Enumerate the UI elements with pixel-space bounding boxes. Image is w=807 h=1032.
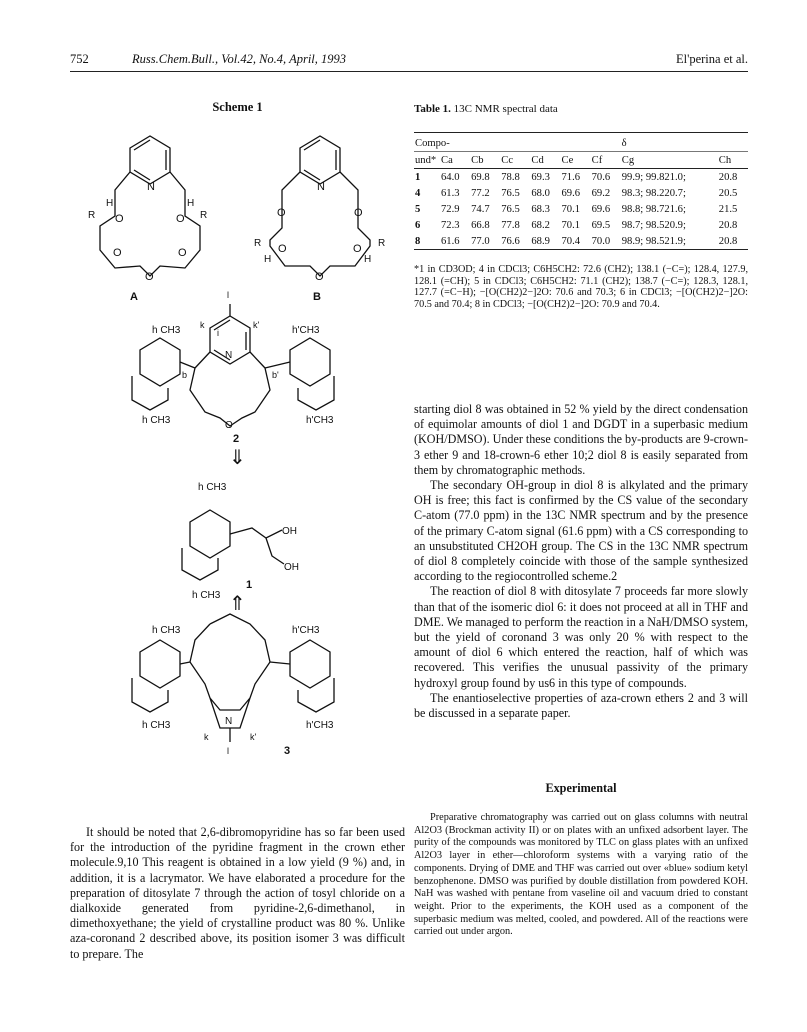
a-r1: R — [88, 210, 96, 221]
c3-kp: k' — [250, 732, 257, 742]
b-h2: H — [364, 254, 372, 265]
col-ca: Ca — [440, 152, 470, 169]
a-n-label: N — [147, 181, 155, 193]
c1-oh2: OH — [284, 562, 299, 573]
compound-1 — [182, 482, 299, 615]
structure-b — [254, 136, 385, 303]
c2-l: l — [227, 290, 229, 300]
label-a: A — [130, 291, 138, 303]
journal-citation: Russ.Chem.Bull., Vol.42, No.4, April, 1993 — [132, 52, 347, 66]
page-number: 752 — [70, 52, 89, 66]
a-h2: H — [187, 198, 195, 209]
nmr-table — [414, 132, 748, 250]
a-o2: O — [176, 213, 185, 225]
c3-hpch3: h'CH3 — [292, 625, 320, 636]
c3-l: l — [227, 746, 229, 756]
scheme-title: Scheme 1 — [212, 100, 263, 114]
paragraph: The enantioselective properties of aza-crown ethers 2 and 3 will be discussed in a separate paper. — [414, 690, 748, 721]
col-ch: Ch — [718, 152, 748, 169]
c2-hch3: h CH3 — [152, 325, 181, 336]
section-heading-experimental: Experimental — [545, 781, 617, 795]
table-header-row-2 — [414, 152, 748, 169]
c2-k: k — [200, 320, 205, 330]
col-und: und* — [414, 152, 440, 169]
table-header-row-1 — [414, 133, 748, 152]
b-n-label: N — [317, 181, 325, 193]
running-header — [70, 52, 748, 70]
c1-hch3: h CH3 — [198, 482, 227, 493]
table-row: 6 72.3 66.8 77.8 68.2 70.1 69.5 98.7; 98.520.9; 20.8 — [415, 219, 738, 231]
compound-3 — [132, 614, 334, 757]
c3-k: k — [204, 732, 209, 742]
b-o5: O — [315, 271, 324, 283]
label-1: 1 — [246, 579, 253, 591]
paragraph: starting diol 8 was obtained in 52 % yield by the direct condensation of equimolar amounts of diol 1 and DGDT in a superbasic medium (KOH/DMSO). Under these conditions the by-products are 9-crown-3 ether 9 and 18-crown-6 ether 10;2 diol 8 is easily separated from them by chromatographic methods. — [414, 402, 748, 477]
c2-kp: k' — [253, 320, 260, 330]
experimental-text: Preparative chromatography was carried out on glass columns with neutral Al2O3 (Brockman activity II) or on plates with an unfixed adsorbent layer. The purity of the compounds was monitored by TLC on glass plates with an unfixed Al2O3 layer in ether—chloroform systems with a varying ratio of the components. Drying of DME and THF was carried out over «blue» sodium ketyl benzophenone. DMSO was purified by double distillation from powdered KOH. NaH was washed with pentane from vaseline oil and vacuum dried to constant weight. Prior to the experiments, the KOH used as a component of the superbasic medium was melted, cooled, and powdered. All of the reactions were carried out under argon. — [414, 812, 748, 938]
col-cd: Cd — [530, 152, 560, 169]
left-column-body: It should be noted that 2,6-dibromopyridine has so far been used for the introduction of the pyridine fragment in the crown ether molecule.9,10 This reagent is obtained in a low yield (9 %) and, in addition, it is a lacrymator. We have elaborated a procedure for the preparation of ditosylate 7 through the action of tosyl chloride on a dialkoxide generated from pyridine-2,6-dimethanol, in dimethoxyethane; the yield of crystalline product was 80 %. Unlike aza-coronand 2 described above, its position isomer 3 was difficult to prepare. The — [70, 825, 405, 961]
col-cg: Cg — [621, 152, 718, 169]
c1-hch3-b: h CH3 — [192, 590, 221, 601]
header-rule — [70, 71, 748, 72]
col-ce: Ce — [561, 152, 591, 169]
col-header-delta: δ — [500, 133, 748, 152]
table-footnote: *1 in CD3OD; 4 in CDCl3; C6H5CH2: 72.6 (CH2); 138.1 (−C=); 128.4, 127.9, 128.1 (=CH); 5 in CDCl3; C6H5CH2: 71.1 (CH2); 138.7 (−C=); 128.3, 128.1, 127.7 (=C−H); −[O(CH2)2−]2O: 70.6 and 70.3; 6 in CDCl3; −[O(CH2)2−]2O: 70.5 and 70.4; 8 in CDCl3; −[O(CH2)2−]2O: 70.9 and 70.4. — [414, 264, 748, 311]
table-row: 4 61.3 77.2 76.5 68.0 69.6 69.2 98.3; 98.220.7; 20.5 — [415, 187, 738, 199]
col-header-compound: Compo- — [414, 133, 500, 152]
table-row: 8 61.6 77.0 76.6 68.9 70.4 70.0 98.9; 98.521.9; 20.8 — [414, 233, 748, 250]
b-r1: R — [254, 238, 262, 249]
c2-n: N — [225, 350, 233, 361]
c2-bp: b' — [272, 370, 279, 380]
b-h1: H — [264, 254, 272, 265]
b-r2: R — [378, 238, 386, 249]
c2-o: O — [225, 420, 233, 431]
c2-hpch3-b: h'CH3 — [306, 415, 334, 426]
col-cf: Cf — [591, 152, 621, 169]
col-cb: Cb — [470, 152, 500, 169]
c3-n: N — [225, 716, 233, 727]
a-r2: R — [200, 210, 208, 221]
c2-b: b — [182, 370, 188, 380]
c3-hpch3-b: h'CH3 — [306, 720, 334, 731]
c3-hch3-b: h CH3 — [142, 720, 171, 731]
paragraph: The secondary OH-group in diol 8 is alkylated and the primary OH is free; this fact is confirmed by the CS value of the secondary C-atom (77.0 ppm) in the 13C NMR spectrum and by the presence of the primary C-atom signal (61.6 ppm) with a CS corresponding to an unsubstituted CH2OH group. The CS in the 13C NMR spectrum of diol 8 completely coincide with those of the sample synthesized according to the regiocontrolled scheme.2 — [414, 478, 748, 584]
a-o3: O — [113, 247, 122, 259]
authors: El'perina et al. — [675, 52, 748, 66]
b-o1: O — [277, 207, 286, 219]
arrow-up: ⇑ — [229, 593, 246, 615]
c2-hpch3: h'CH3 — [292, 325, 320, 336]
b-o2: O — [354, 207, 363, 219]
c3-hch3: h CH3 — [152, 625, 181, 636]
arrow-down: ⇓ — [229, 447, 246, 469]
right-column-body — [414, 402, 748, 721]
paragraph: The reaction of diol 8 with ditosylate 7 proceeds far more slowly than that of the isomeric diol 6: it does not proceed at all in THF and DME. We managed to perform the reaction in a NaH/DMSO system, but the yield of coronand 3 was only 20 % with respect to the amount of diol 6 which entered the reaction, half of which was recovered. This verifies the unusual passivity of the primary hydroxyl group found by us6 in this type of compounds. — [414, 584, 748, 690]
table-title: Table 1. 13C NMR spectral data — [414, 103, 558, 115]
reaction-scheme — [70, 128, 405, 778]
a-o5: O — [145, 271, 154, 283]
table-row: 5 72.9 74.7 76.5 68.3 70.1 69.6 98.8; 98.721.6; 21.5 — [415, 203, 738, 215]
label-3: 3 — [284, 745, 291, 757]
compound-2 — [132, 290, 334, 469]
b-o3: O — [278, 243, 287, 255]
c1-oh1: OH — [282, 526, 297, 537]
c2-hch3-b: h CH3 — [142, 415, 171, 426]
b-o4: O — [353, 243, 362, 255]
col-cc: Cc — [500, 152, 530, 169]
a-o4: O — [178, 247, 187, 259]
label-b: B — [313, 291, 321, 303]
label-2: 2 — [233, 433, 240, 445]
table-row: 1 64.0 69.8 78.8 69.3 71.6 70.6 99.9; 99.821.0; 20.8 — [415, 171, 738, 183]
a-h1: H — [106, 198, 114, 209]
structure-a — [88, 136, 207, 303]
a-o1: O — [115, 213, 124, 225]
c2-i: i — [217, 328, 219, 338]
